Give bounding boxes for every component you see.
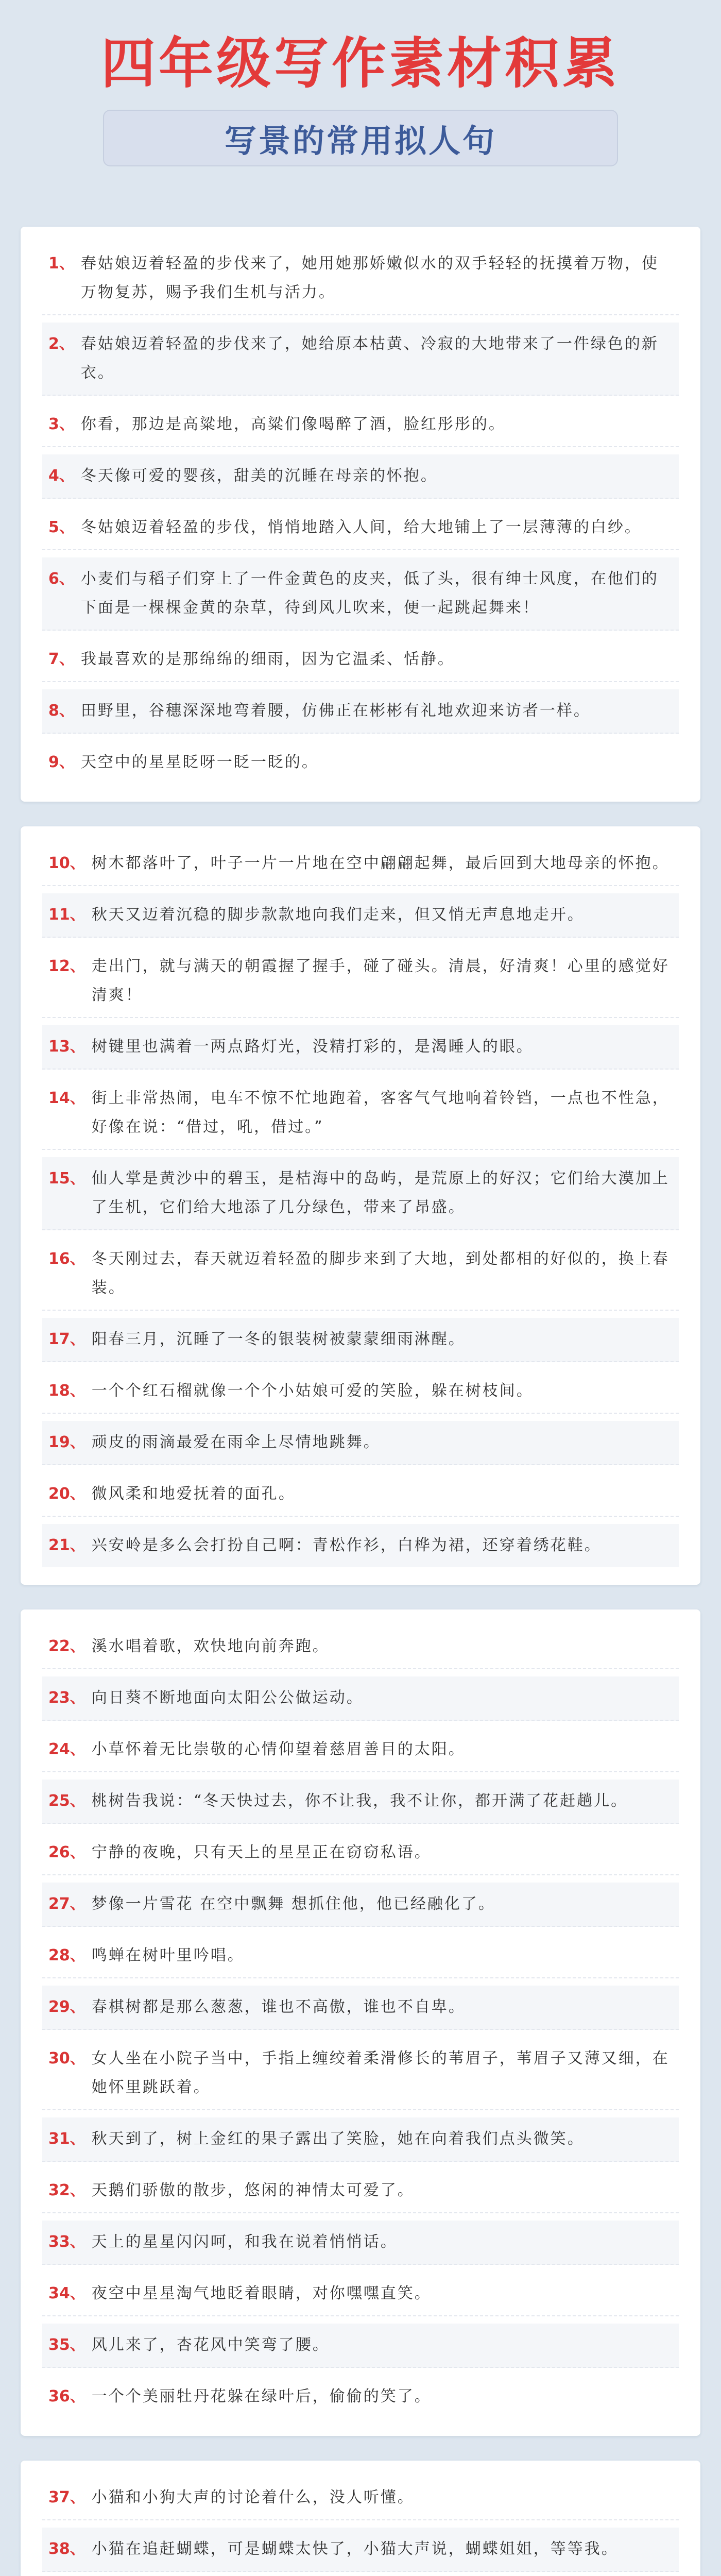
- item-text: 秋天到了，树上金红的果子露出了笑脸，她在向着我们点头微笑。: [91, 2130, 585, 2148]
- item-number: 24、: [48, 1740, 85, 1758]
- item-number: 3、: [48, 415, 75, 433]
- list-item: [42, 945, 679, 1018]
- page-title: 四年级写作素材积累: [101, 32, 620, 95]
- item-text: 天上的星星闪闪呵，和我在说着悄悄话。: [91, 2233, 398, 2251]
- item-text: 冬天像可爱的婴孩，甜美的沉睡在母亲的怀抱。: [80, 467, 438, 485]
- list-item: [42, 1318, 679, 1362]
- item-text: 我最喜欢的是那绵绵的细雨，因为它温柔、恬静。: [80, 650, 455, 668]
- item-number: 32、: [48, 2181, 85, 2199]
- list-item: [42, 1524, 679, 1567]
- item-text: 小草怀着无比崇敬的心情仰望着慈眉善目的太阳。: [91, 1740, 466, 1758]
- list-item: [42, 1077, 679, 1150]
- list-item: [42, 1831, 679, 1875]
- item-number: 19、: [48, 1433, 85, 1451]
- list-item: [42, 557, 679, 631]
- item-number: 33、: [48, 2233, 85, 2251]
- list-item: [42, 1883, 679, 1927]
- item-text: 天空中的星星眨呀一眨一眨的。: [80, 753, 319, 771]
- sentence-panels: [21, 227, 700, 2576]
- item-number: 2、: [48, 335, 75, 353]
- subtitle-text: 写景的常用拟人句: [224, 122, 496, 160]
- item-number: 28、: [48, 1946, 85, 1964]
- item-text: 梦像一片雪花 在空中飘舞 想抓住他，他已经融化了。: [91, 1895, 495, 1913]
- item-number: 30、: [48, 2049, 85, 2067]
- item-text: 冬姑娘迈着轻盈的步伐，悄悄地踏入人间，给大地铺上了一层薄薄的白纱。: [80, 518, 642, 536]
- list-item: [42, 1728, 679, 1772]
- sentence-panel: [21, 826, 700, 1585]
- item-number: 37、: [48, 2488, 85, 2506]
- item-text: 秋天又迈着沉稳的脚步款款地向我们走来，但又悄无声息地走开。: [91, 906, 585, 924]
- item-text: 树键里也满着一两点路灯光，没精打彩的，是渴睡人的眼。: [91, 1038, 534, 1056]
- item-text: 宁静的夜晚，只有天上的星星正在窃窃私语。: [91, 1843, 432, 1861]
- item-number: 18、: [48, 1382, 85, 1400]
- list-item: [42, 1025, 679, 1070]
- item-text: 向日葵不断地面向太阳公公做运动。: [91, 1689, 364, 1707]
- list-item: [42, 1421, 679, 1465]
- list-item: [42, 242, 679, 315]
- item-text: 夜空中星星淘气地眨着眼睛，对你嘿嘿直笑。: [91, 2284, 432, 2302]
- list-item: [42, 1369, 679, 1414]
- list-item: [42, 2117, 679, 2162]
- list-item: [42, 2272, 679, 2316]
- list-item: [42, 2528, 679, 2572]
- item-text: 街上非常热闹，电车不惊不忙地跑着，客客气气地响着铃铛，一点也不性急，好像在说：“借过，吼，借过。”: [91, 1089, 670, 1136]
- item-text: 微风柔和地爱抚着的面孔。: [91, 1485, 296, 1503]
- item-number: 4、: [48, 467, 75, 485]
- item-number: 23、: [48, 1689, 85, 1707]
- item-number: 13、: [48, 1038, 85, 1056]
- item-text: 女人坐在小院子当中，手指上缠绞着柔滑修长的苇眉子，苇眉子又薄又细，在她怀里跳跃着。: [91, 2049, 670, 2096]
- item-number: 14、: [48, 1089, 85, 1107]
- list-item: [42, 454, 679, 499]
- item-number: 29、: [48, 1998, 85, 2016]
- sentence-panel: [21, 2461, 700, 2576]
- list-item: [42, 323, 679, 396]
- list-item: [42, 1157, 679, 1230]
- sentence-panel: [21, 227, 700, 802]
- item-text: 你看，那边是高粱地，高粱们像喝醉了酒，脸红彤彤的。: [80, 415, 506, 433]
- item-number: 7、: [48, 650, 75, 668]
- item-number: 17、: [48, 1330, 85, 1348]
- list-item: [42, 1472, 679, 1517]
- list-item: [42, 1780, 679, 1824]
- item-number: 20、: [48, 1485, 85, 1503]
- item-number: 36、: [48, 2387, 85, 2405]
- list-item: [42, 2476, 679, 2520]
- item-text: 兴安岭是多么会打扮自己啊：青松作衫，白桦为裙，还穿着绣花鞋。: [91, 1536, 602, 1554]
- item-text: 走出门，就与满天的朝霞握了握手，碰了碰头。清晨，好清爽！心里的感觉好清爽！: [91, 957, 670, 1004]
- item-text: 一个个红石榴就像一个个小姑娘可爱的笑脸，躲在树枝间。: [91, 1382, 534, 1400]
- subtitle-bar: [103, 110, 618, 166]
- item-text: 阳春三月，沉睡了一冬的银装树被蒙蒙细雨淋醒。: [91, 1330, 466, 1348]
- item-number: 34、: [48, 2284, 85, 2302]
- item-number: 35、: [48, 2336, 85, 2354]
- item-text: 鸣蝉在树叶里吟唱。: [91, 1946, 245, 1964]
- item-number: 16、: [48, 1250, 85, 1268]
- item-text: 顽皮的雨滴最爱在雨伞上尽情地跳舞。: [91, 1433, 381, 1451]
- item-number: 22、: [48, 1637, 85, 1655]
- item-number: 5、: [48, 518, 75, 536]
- list-item: [42, 2169, 679, 2213]
- item-text: 溪水唱着歌，欢快地向前奔跑。: [91, 1637, 330, 1655]
- item-number: 8、: [48, 702, 75, 720]
- header: [21, 10, 700, 227]
- list-item: [42, 1625, 679, 1669]
- item-number: 38、: [48, 2540, 85, 2558]
- item-text: 春棋树都是那么葱葱，谁也不高傲，谁也不自卑。: [91, 1998, 466, 2016]
- item-text: 桃树告我说：“冬天快过去，你不让我，我不让你，都开满了花赶趟儿。: [91, 1792, 628, 1810]
- list-item: [42, 842, 679, 886]
- sentence-panel: [21, 1609, 700, 2436]
- item-number: 11、: [48, 906, 85, 924]
- list-item: [42, 1934, 679, 1978]
- list-item: [42, 1676, 679, 1721]
- item-text: 风儿来了，杏花风中笑弯了腰。: [91, 2336, 330, 2354]
- item-number: 21、: [48, 1536, 85, 1554]
- list-item: [42, 741, 679, 784]
- item-number: 10、: [48, 854, 85, 872]
- list-item: [42, 2221, 679, 2265]
- item-text: 田野里，谷穗深深地弯着腰，仿佛正在彬彬有礼地欢迎来访者一样。: [80, 702, 591, 720]
- item-text: 仙人掌是黄沙中的碧玉，是桔海中的岛屿，是荒原上的好汉；它们给大漠加上了生机，它们给大地添了几分绿色，带来了昂盛。: [91, 1170, 670, 1216]
- item-number: 9、: [48, 753, 75, 771]
- item-text: 小猫和小狗大声的讨论着什么，没人听懂。: [91, 2488, 415, 2506]
- item-text: 一个个美丽牡丹花躲在绿叶后，偷偷的笑了。: [91, 2387, 432, 2405]
- list-item: [42, 2037, 679, 2110]
- item-text: 小猫在追赶蝴蝶，可是蝴蝶太快了，小猫大声说，蝴蝶姐姐，等等我。: [91, 2540, 619, 2558]
- item-number: 12、: [48, 957, 85, 975]
- list-item: [42, 1238, 679, 1311]
- item-number: 1、: [48, 255, 75, 273]
- list-item: [42, 2324, 679, 2368]
- item-number: 6、: [48, 570, 75, 588]
- item-number: 15、: [48, 1170, 85, 1188]
- item-text: 树木都落叶了，叶子一片一片地在空中翩翩起舞，最后回到大地母亲的怀抱。: [91, 854, 670, 872]
- list-item: [42, 2375, 679, 2418]
- list-item: [42, 638, 679, 682]
- item-text: 小麦们与稻子们穿上了一件金黄色的皮夹，低了头，很有绅士风度，在他们的下面是一棵棵金黄的杂草，待到风儿吹来，便一起跳起舞来！: [80, 570, 659, 617]
- list-item: [42, 506, 679, 550]
- list-item: [42, 1986, 679, 2030]
- item-number: 26、: [48, 1843, 85, 1861]
- item-text: 天鹅们骄傲的散步，悠闲的神情太可爱了。: [91, 2181, 415, 2199]
- item-number: 25、: [48, 1792, 85, 1810]
- list-item: [42, 893, 679, 938]
- item-number: 31、: [48, 2130, 85, 2148]
- list-item: [42, 689, 679, 734]
- item-text: 冬天刚过去，春天就迈着轻盈的脚步来到了大地，到处都相的好似的，换上春装。: [91, 1250, 670, 1297]
- item-text: 春姑娘迈着轻盈的步伐来了，她给原本枯黄、冷寂的大地带来了一件绿色的新衣。: [80, 335, 659, 382]
- item-text: 春姑娘迈着轻盈的步伐来了，她用她那娇嫩似水的双手轻轻的抚摸着万物，使万物复苏，赐予我们生机与活力。: [80, 255, 659, 301]
- list-item: [42, 403, 679, 447]
- item-number: 27、: [48, 1895, 85, 1913]
